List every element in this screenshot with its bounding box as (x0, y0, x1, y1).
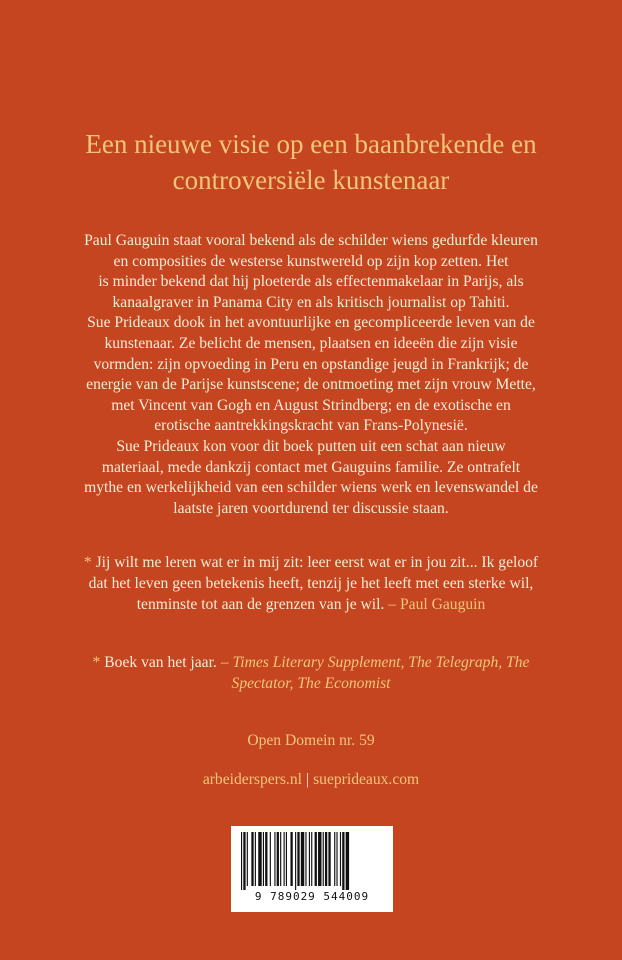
blurb-line: kanaalgraver in Panama City en als kritisch journalist op Tahiti. (112, 293, 510, 311)
blurb-line: laatste jaren voortdurend ter discussie staan. (173, 499, 449, 517)
blurb-line: energie van de Parijse kunstscene; de ontmoeting met zijn vrouw Mette, (86, 376, 536, 394)
barcode-bar (258, 832, 261, 886)
author-link[interactable]: sueprideaux.com (313, 771, 420, 788)
barcode-bar (274, 832, 275, 886)
blurb-line: materiaal, mede dankzij contact met Gauguins familie. Ze ontrafelt (101, 458, 521, 476)
barcode-bar (265, 832, 267, 886)
barcode-bars (239, 832, 385, 890)
barcode-bar (290, 832, 292, 886)
barcode-bar (263, 832, 264, 886)
quote-asterisk: * (83, 554, 92, 571)
blurb-line: is minder bekend dat hij ploeterde als effectenmakelaar in Parijs, als (98, 273, 524, 291)
blurb-line: en composities de westerse kunstwereld op zijn kop zetten. Het (113, 252, 509, 270)
barcode-bar (336, 832, 337, 886)
review-asterisk: * (92, 654, 101, 671)
gauguin-quote (36, 552, 586, 615)
barcode-bar (297, 832, 299, 886)
barcode-bar (328, 832, 330, 886)
barcode-bar (311, 832, 312, 886)
barcode-bar (334, 832, 335, 886)
barcode-bar (342, 832, 344, 890)
barcode-bar (318, 832, 321, 886)
barcode-bar (284, 832, 285, 886)
series-number: Open Domein nr. 59 (247, 732, 375, 749)
review-sources-line-2: Spectator, The Economist (231, 675, 391, 692)
isbn-barcode (231, 826, 393, 912)
headline-line-1: Een nieuwe visie op een baanbrekende en (85, 129, 537, 159)
barcode-bar (255, 832, 256, 886)
barcode-bar (277, 832, 279, 886)
barcode-bar (305, 832, 306, 886)
headline-line-2: controversiële kunstenaar (172, 165, 450, 195)
barcode-bar (243, 832, 245, 890)
barcode-bar (309, 832, 310, 886)
barcode-bar (301, 832, 304, 886)
website-links (0, 771, 622, 789)
barcode-bar (325, 832, 327, 886)
barcode-bar (247, 832, 248, 886)
blurb (36, 231, 586, 519)
blurb-line: Sue Prideaux kon voor dit boek putten uit een schat aan nieuw (116, 437, 506, 455)
isbn-number: 9 789029 544009 (254, 890, 370, 903)
review-blurb (56, 652, 566, 694)
barcode-bar (241, 832, 242, 890)
barcode-bar (286, 832, 287, 886)
barcode-bar (323, 832, 324, 886)
blurb-line: Paul Gauguin staat vooral bekend als de schilder wiens gedurfde kleuren (84, 232, 538, 249)
blurb-line: Sue Prideaux dook in het avontuurlijke en gecompliceerde leven van de (87, 314, 535, 332)
barcode-bar (340, 832, 341, 886)
headline (30, 126, 592, 198)
quote-line-2: dat het leven geen betekenis heeft, tenzij je het leeft met een sterke wil, (88, 575, 534, 592)
publisher-link[interactable]: arbeiderspers.nl (202, 771, 302, 788)
barcode-bar (295, 832, 296, 890)
link-separator: | (305, 771, 310, 788)
blurb-line: kunstenaar. Ze belicht de mensen, plaatsen en ideeën die zijn visie (104, 334, 518, 352)
blurb-line: erotische aantrekkingskracht van Frans-Polynesië. (154, 417, 468, 435)
quote-line-1: Jij wilt me leren wat er in mij zit: leer eerst wat er in jou zit... Ik geloof (95, 554, 539, 571)
barcode-bar (270, 832, 271, 886)
blurb-line: met Vincent van Gogh en August Strindberg; en de exotische en (111, 396, 511, 414)
blurb-line: mythe en werkelijkheid van een schilder wiens werk en levenswandel de (84, 479, 538, 497)
review-label: Boek van het jaar. (104, 654, 217, 671)
blurb-line: vormden: zijn opvoeding in Peru en opstandige jeugd in Frankrijk; de (93, 355, 529, 373)
review-sources-line-1: – Times Literary Supplement, The Telegraph, The (220, 654, 530, 671)
barcode-bar (251, 832, 253, 886)
barcode-bar (315, 832, 317, 886)
quote-attribution: – Paul Gauguin (388, 596, 486, 613)
quote-line-3: tenminste tot aan de grenzen van je wil. (136, 596, 385, 613)
barcode-bar (280, 832, 281, 886)
barcode-bar (346, 832, 349, 890)
